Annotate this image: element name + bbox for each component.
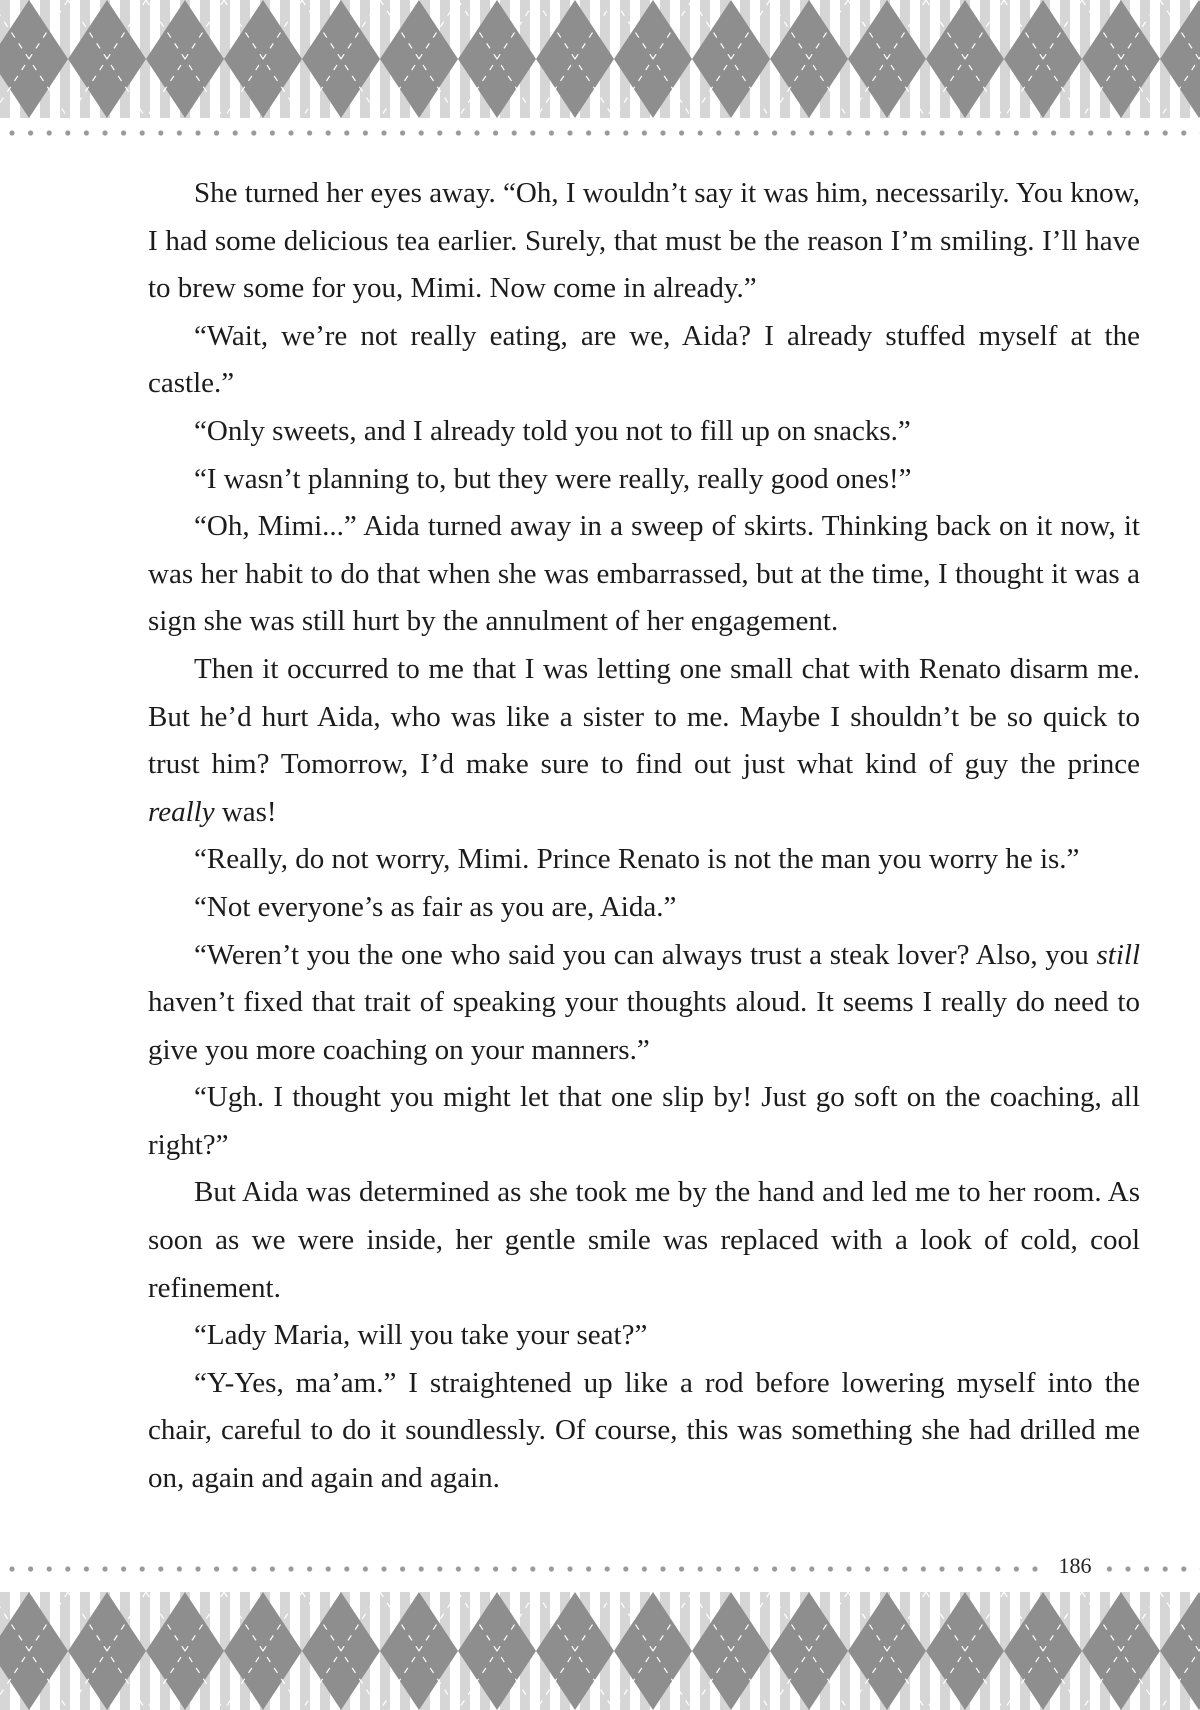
- paragraph: “Lady Maria, will you take your seat?”: [194, 1319, 648, 1352]
- page-body-text: [148, 170, 1140, 1503]
- top-dotted-separator: [0, 126, 1200, 140]
- paragraph: Then it occurred to me that I was letting one small chat with Renato disarm me. But he’d hurt Aida, who was like a sister to me. Maybe I shouldn’t be so quick to trust him? Tomorrow, I’d make sure to find out just what kind of guy the prince really was!: [148, 652, 1140, 828]
- bottom-dotted-separator: [0, 1562, 1200, 1576]
- page-number: 186: [1045, 1551, 1105, 1581]
- paragraph: “Not everyone’s as fair as you are, Aida.”: [194, 890, 677, 923]
- paragraph: “Y-Yes, ma’am.” I straightened up like a rod before lowering myself into the chair, careful to do it soundlessly. Of course, this was something she had drilled me on, again and again and again.: [148, 1366, 1140, 1495]
- bottom-argyle-border: [0, 1592, 1200, 1710]
- paragraph: “Ugh. I thought you might let that one slip by! Just go soft on the coaching, all right?”: [148, 1081, 1140, 1161]
- paragraph: But Aida was determined as she took me by the hand and led me to her room. As soon as we were inside, her gentle smile was replaced with a look of cold, cool refinement.: [148, 1176, 1140, 1304]
- emphasis: still: [1096, 938, 1140, 971]
- paragraph: “Oh, Mimi...” Aida turned away in a sweep of skirts. Thinking back on it now, it was her habit to do that when she was embarrassed, but at the time, I thought it was a sign she was still hurt by the annulment of her engagement.: [148, 510, 1140, 638]
- top-argyle-border: [0, 0, 1200, 118]
- paragraph: She turned her eyes away. “Oh, I wouldn’t say it was him, necessarily. You know, I had some delicious tea earlier. Surely, that must be the reason I’m smiling. I’ll have to brew some for you, Mimi. Now come in already.”: [148, 177, 1140, 305]
- paragraph: “I wasn’t planning to, but they were really, really good ones!”: [194, 462, 912, 495]
- paragraph: “Really, do not worry, Mimi. Prince Renato is not the man you worry he is.”: [194, 843, 1080, 876]
- paragraph: “Only sweets, and I already told you not to fill up on snacks.”: [194, 414, 911, 447]
- emphasis: really: [148, 795, 215, 828]
- paragraph: “Wait, we’re not really eating, are we, Aida? I already stuffed myself at the castle.”: [148, 319, 1140, 400]
- paragraph: “Weren’t you the one who said you can always trust a steak lover? Also, you still haven’t fixed that trait of speaking your thoughts aloud. It seems I really do need to give you more coaching on your manners.”: [148, 938, 1140, 1066]
